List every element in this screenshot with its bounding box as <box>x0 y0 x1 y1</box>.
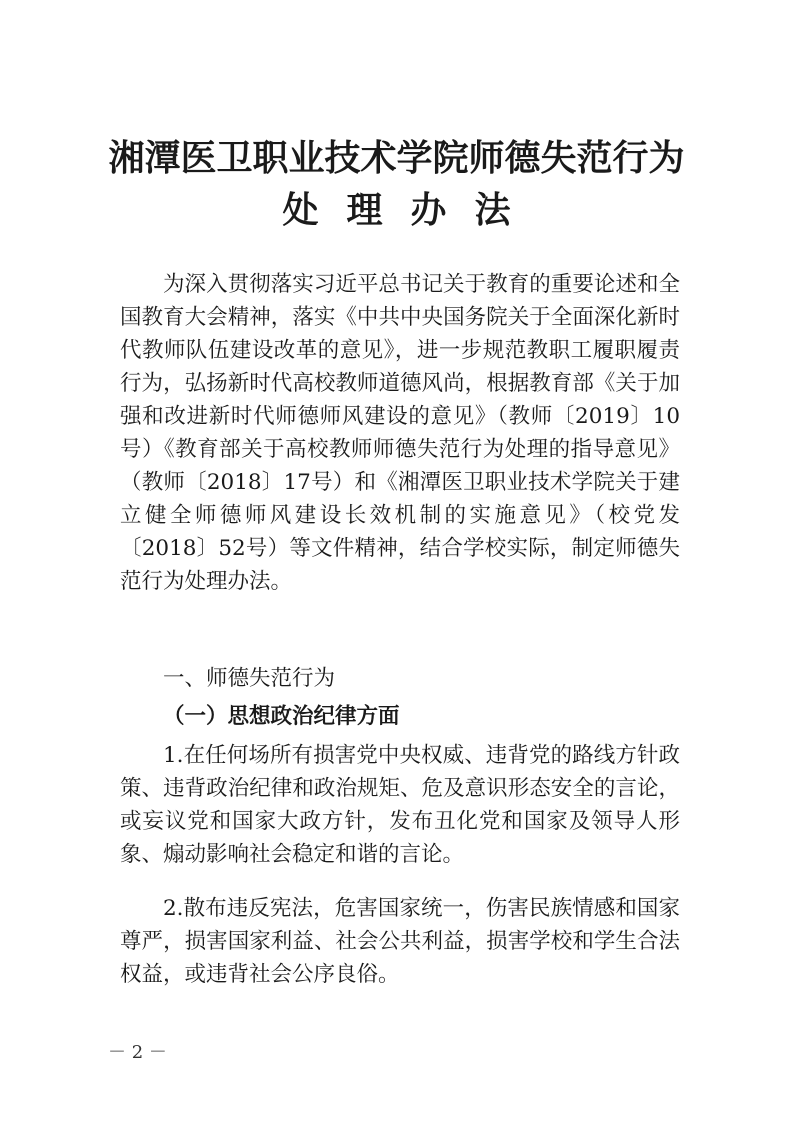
section-heading: 一、师德失范行为 <box>163 666 336 691</box>
page-number: － 2 － <box>108 1042 167 1063</box>
list-item: 1.在任何场所有损害党中央权威、违背党的路线方针政策、违背政治纪律和政治规矩、危及意识形态安全的言论，或妄议党和国家大政方针，发布丑化党和国家及领导人形象、煽动影响社会稳定和谐的言论。 <box>120 743 680 867</box>
list-item: 2.散布违反宪法，危害国家统一，伤害民族情感和国家尊严，损害国家利益、社会公共利益，损害学校和学生合法权益，或违背社会公序良俗。 <box>120 896 680 987</box>
subsection-heading: （一）思想政治纪律方面 <box>163 704 400 729</box>
document-subtitle: 处理办法 <box>282 189 539 231</box>
intro-paragraph: 为深入贯彻落实习近平总书记关于教育的重要论述和全国教育大会精神，落实《中共中央国务院关于全面深化新时代教师队伍建设改革的意见》，进一步规范教职工履职履责行为，弘扬新时代高校教师道德风尚，根据教育部《关于加强和改进新时代师德师风建设的意见》（教师〔2019〕10号）《教育部关于高校教师师德失范行为处理的指导意见》（教师〔2018〕17号）和《湘潭医卫职业技术学院关于建立健全师德师风建设长效机制的实施意见》（校党发〔2018〕52号）等文件精神，结合学校实际，制定师德失范行为处理办法。 <box>120 272 680 594</box>
document-title: 湘潭医卫职业技术学院师德失范行为 <box>108 137 685 179</box>
